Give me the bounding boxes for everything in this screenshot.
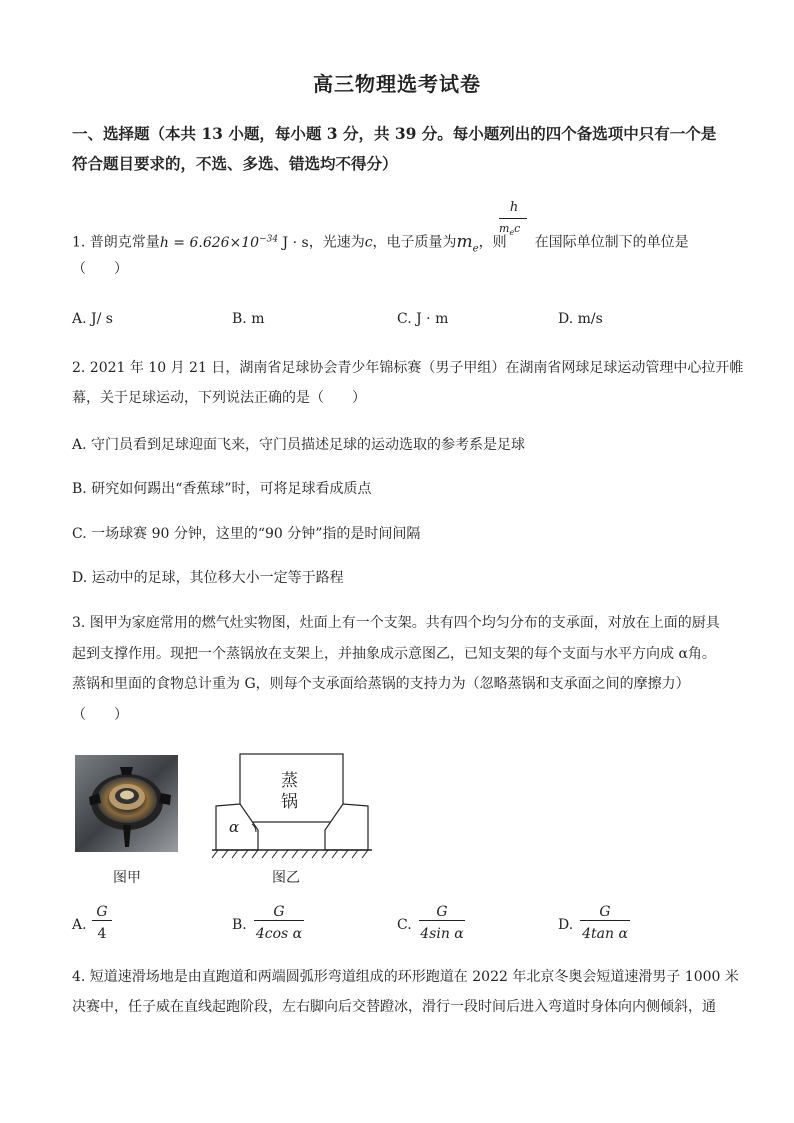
figure-a-caption: 图甲	[113, 870, 141, 886]
q3-option-d-den: 4tan α	[582, 926, 628, 942]
q3-option-c-num: G	[419, 904, 465, 921]
q3-option-a-den: 4	[97, 926, 107, 942]
q1-suffix: 在国际单位制下的单位是	[534, 234, 689, 251]
fraction-denominator	[499, 222, 520, 237]
stove-illustration	[75, 755, 178, 852]
question-3-line3: 蒸锅和里面的食物总计重为 G，则每个支承面给蒸锅的支持力为（忽略蒸锅和支承面之间的摩擦力）	[72, 676, 690, 692]
planck-value: h = 6.626×10	[159, 234, 260, 251]
planck-formula	[160, 235, 309, 251]
electron-mass-symbol	[456, 231, 479, 255]
page-title: 高三物理选考试卷	[313, 72, 481, 96]
q2-option-d[interactable]: D. 运动中的足球，其位移大小一定等于路程	[72, 570, 344, 586]
fraction-bar	[499, 218, 527, 219]
q3-option-c-den: 4sin α	[420, 926, 464, 942]
fraction-numerator-h: h	[509, 200, 519, 215]
q1-mid1: ，光速为	[308, 234, 365, 251]
q2-option-a[interactable]: A. 守门员看到足球迎面飞来，守门员描述足球的运动选取的参考系是足球	[72, 437, 526, 453]
q3-option-b-letter[interactable]: B.	[232, 917, 247, 933]
q3-option-b-num: G	[254, 904, 304, 921]
q3-option-d-num: G	[580, 904, 630, 921]
frac-den-c: c	[514, 222, 521, 235]
alpha-angle-label: α	[229, 818, 240, 836]
q1-prefix: 1. 普朗克常量	[72, 234, 160, 251]
question-4-line1: 4. 短道速滑场地是由直跑道和两端圆弧形弯道组成的环形跑道在 2022 年北京冬奥会短道速滑男子 1000 米	[72, 969, 739, 985]
q1-option-d[interactable]: D. m/s	[558, 311, 603, 327]
q3-option-a-num: G	[92, 904, 112, 921]
electron-mass-sub: e	[472, 243, 479, 255]
question-4-line2: 决赛中，任子威在直线起跑阶段，左右脚向后交替蹬冰，滑行一段时间后进入弯道时身体向内侧倾斜，通	[72, 999, 716, 1015]
q2-option-c[interactable]: C. 一场球赛 90 分钟，这里的“90 分钟”指的是时间间隔	[72, 526, 421, 542]
q1-mid3: ，则	[478, 234, 507, 251]
q1-answer-paren: （ ）	[72, 261, 128, 277]
q1-option-a[interactable]: A. J/ s	[72, 311, 113, 327]
section-header-line1: 一、选择题（本共 13 小题，每小题 3 分，共 39 分。每小题列出的四个备选项中只有一个是	[72, 124, 717, 143]
q1-option-c[interactable]: C. J · m	[397, 311, 449, 327]
q3-answer-paren: （ ）	[72, 707, 128, 723]
pot-label-line1: 蒸	[281, 771, 298, 791]
question-2-line2: 幕，关于足球运动，下列说法正确的是（ ）	[72, 390, 366, 406]
planck-unit: J · s	[278, 234, 309, 251]
figure-a-stove-photo	[75, 755, 178, 852]
section-header-line2: 符合题目要求的，不选、多选、错选均不得分）	[72, 154, 398, 173]
q3-option-c-letter[interactable]: C.	[397, 917, 412, 933]
pot-label-line2: 锅	[281, 792, 298, 812]
question-1-line1	[72, 229, 689, 259]
planck-exponent: −34	[259, 234, 279, 244]
frac-den-sub: e	[509, 228, 515, 238]
speed-of-light-symbol: c	[364, 234, 373, 251]
q3-option-b-den: 4cos α	[255, 926, 303, 942]
q1-option-b[interactable]: B. m	[232, 311, 265, 327]
frac-den-m: m	[499, 222, 510, 235]
question-3-line2: 起到支撑作用。现把一个蒸锅放在支架上，并抽象成示意图乙，已知支架的每个支面与水平方向成 α角。	[72, 646, 716, 662]
q3-option-a-letter[interactable]: A.	[72, 917, 87, 933]
q2-option-b[interactable]: B. 研究如何踢出“香蕉球”时，可将足球看成质点	[72, 481, 372, 497]
question-3-line1: 3. 图甲为家庭常用的燃气灶实物图，灶面上有一个支架。共有四个均匀分布的支承面，对放在上面的厨具	[72, 615, 720, 631]
q3-option-d-letter[interactable]: D.	[558, 917, 574, 933]
figure-b-caption: 图乙	[272, 870, 300, 886]
question-2-line1: 2. 2021 年 10 月 21 日，湖南省足球协会青少年锦标赛（男子甲组）在湖南省网球足球运动管理中心拉开帷	[72, 360, 744, 376]
electron-mass-m: m	[456, 231, 473, 252]
q1-mid2: ，电子质量为	[372, 234, 457, 251]
